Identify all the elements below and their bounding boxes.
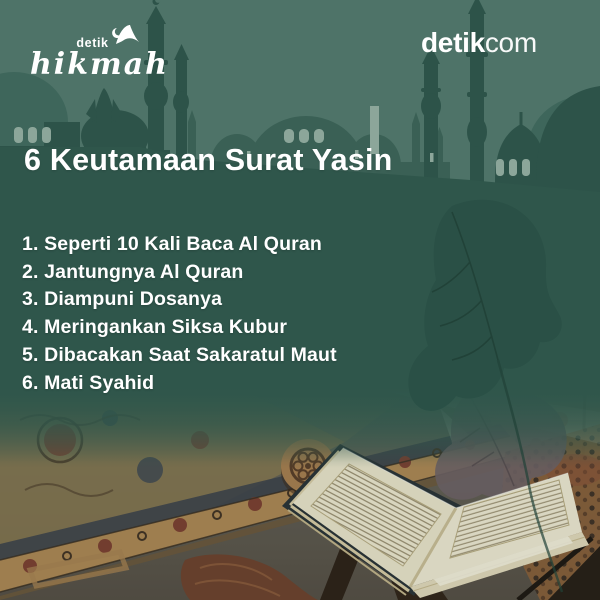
hikmah-wordmark: hikmah	[30, 47, 169, 82]
list-item: 3. Diampuni Dosanya	[22, 288, 223, 311]
detikcom-bold-part: detik	[421, 27, 485, 58]
list-item: 1. Seperti 10 Kali Baca Al Quran	[22, 233, 322, 255]
page-title: 6 Keutamaan Surat Yasin	[24, 143, 393, 177]
detik-hikmah-logo	[30, 26, 169, 82]
list-item: 2. Jantungnya Al Quran	[22, 260, 244, 283]
detik-hikmah-detik-text: detik	[76, 36, 109, 50]
list-item: 4. Meringankan Siksa Kubur	[22, 316, 288, 339]
list-item: 6. Mati Syahid	[22, 371, 155, 394]
list-item: 5. Dibacakan Saat Sakaratul Maut	[22, 343, 337, 366]
crescent-dome-icon	[110, 21, 140, 50]
detikcom-light-part: com	[484, 27, 537, 58]
detikcom-logo	[421, 29, 537, 57]
virtues-list	[22, 231, 337, 397]
